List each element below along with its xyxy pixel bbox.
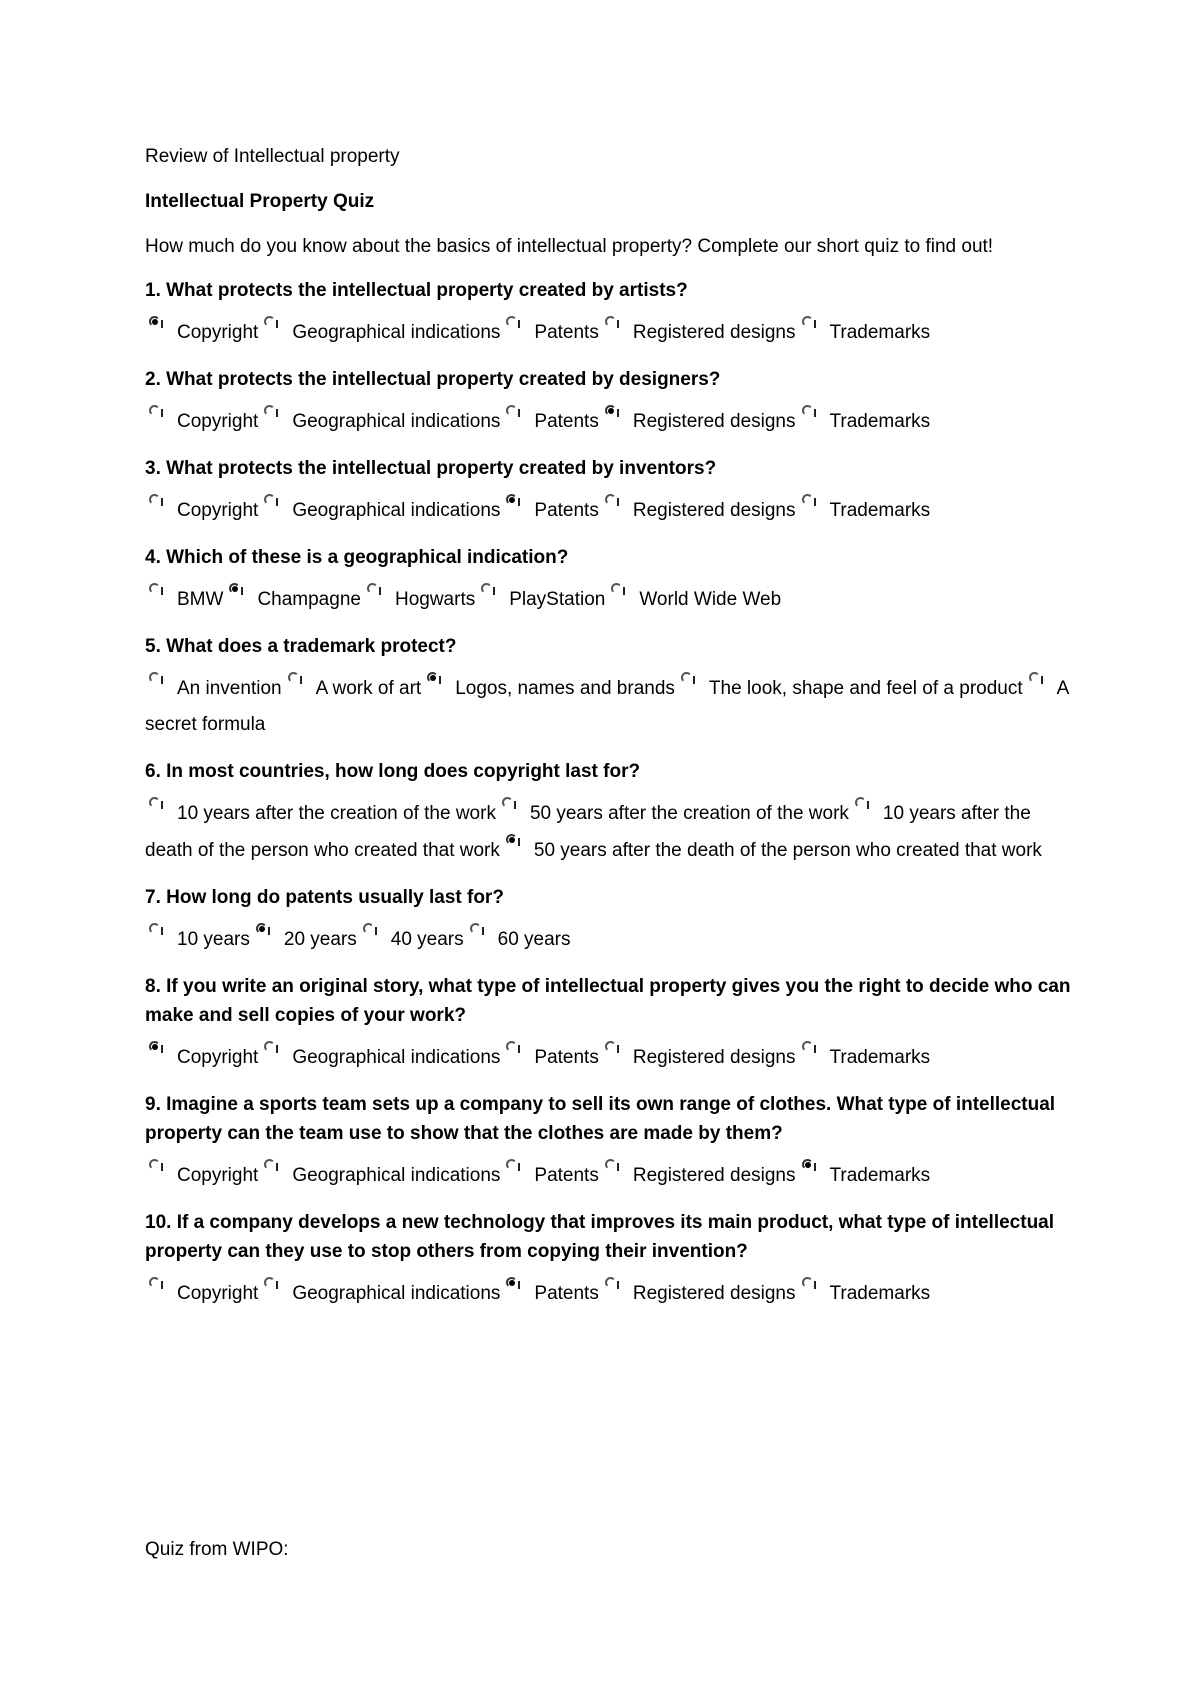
radio-selected-icon[interactable] (603, 403, 621, 421)
radio-unselected-icon[interactable] (679, 670, 697, 688)
answer-option-label: Geographical indications (292, 411, 501, 432)
radio-ring-icon (470, 923, 481, 934)
radio-unselected-icon[interactable] (147, 1157, 165, 1175)
answer-option-label: A work of art (315, 678, 422, 699)
answer-option-label: Geographical indications (292, 322, 501, 343)
radio-ring-icon (506, 405, 517, 416)
radio-tick-icon (1041, 676, 1043, 684)
radio-tick-icon (161, 409, 163, 417)
radio-unselected-icon[interactable] (504, 1039, 522, 1057)
radio-ring-icon (802, 494, 813, 505)
radio-selected-icon[interactable] (147, 314, 165, 332)
radio-unselected-icon[interactable] (147, 1275, 165, 1293)
answer-option-label: 40 years (390, 929, 464, 950)
radio-unselected-icon[interactable] (147, 403, 165, 421)
radio-ring-icon (288, 672, 299, 683)
answer-option-label: Patents (534, 1047, 599, 1068)
radio-ring-icon (149, 672, 160, 683)
answer-option-label: Registered designs (632, 1165, 796, 1186)
radio-selected-icon[interactable] (425, 670, 443, 688)
radio-tick-icon (617, 498, 619, 506)
radio-unselected-icon[interactable] (262, 1039, 280, 1057)
radio-ring-icon (149, 923, 160, 934)
radio-unselected-icon[interactable] (262, 1157, 280, 1175)
quiz-source-footer: Quiz from WIPO: (145, 1539, 289, 1560)
answer-option-label: The look, shape and feel of a product (708, 678, 1023, 699)
radio-ring-icon (264, 316, 275, 327)
radio-unselected-icon[interactable] (147, 492, 165, 510)
radio-unselected-icon[interactable] (262, 403, 280, 421)
radio-selected-icon[interactable] (504, 1275, 522, 1293)
answer-option-label: Patents (534, 322, 599, 343)
radio-ring-icon (149, 797, 160, 808)
question-block (145, 276, 1075, 351)
radio-tick-icon (493, 587, 495, 595)
radio-tick-icon (161, 801, 163, 809)
radio-ring-icon (605, 1159, 616, 1170)
radio-ring-icon (802, 1041, 813, 1052)
radio-unselected-icon[interactable] (800, 492, 818, 510)
answer-options (145, 403, 1075, 440)
answer-option-label: Hogwarts (394, 589, 476, 610)
radio-tick-icon (814, 1163, 816, 1171)
answer-options (145, 670, 1075, 743)
answer-option-label: World Wide Web (639, 589, 782, 610)
question-block (145, 972, 1075, 1076)
answer-option-label: Registered designs (632, 1283, 796, 1304)
answer-option-label: 60 years (497, 929, 571, 950)
answer-option-label: Registered designs (632, 500, 796, 521)
radio-unselected-icon[interactable] (504, 1157, 522, 1175)
answer-option-label: 50 years after the death of the person who created that work (533, 840, 1042, 861)
radio-tick-icon (276, 409, 278, 417)
radio-unselected-icon[interactable] (147, 670, 165, 688)
radio-tick-icon (276, 1163, 278, 1171)
radio-tick-icon (693, 676, 695, 684)
radio-unselected-icon[interactable] (500, 795, 518, 813)
radio-ring-icon (264, 1277, 275, 1288)
radio-ring-icon (605, 1277, 616, 1288)
answer-options (145, 1157, 1075, 1194)
radio-tick-icon (617, 409, 619, 417)
answer-option-label: PlayStation (509, 589, 606, 610)
answer-option-label: Copyright (177, 1047, 259, 1068)
radio-tick-icon (161, 676, 163, 684)
radio-unselected-icon[interactable] (1027, 670, 1045, 688)
radio-tick-icon (518, 498, 520, 506)
radio-tick-icon (518, 1045, 520, 1053)
radio-selected-icon[interactable] (227, 581, 245, 599)
radio-tick-icon (814, 498, 816, 506)
radio-dot-icon (805, 1162, 811, 1168)
question-text: 9. Imagine a sports team sets up a company to sell its own range of clothes. What type of intellectual property can the team use to show that the clothes are made by them? (145, 1094, 1056, 1144)
radio-unselected-icon[interactable] (365, 581, 383, 599)
answer-option-label: Trademarks (829, 1047, 931, 1068)
radio-unselected-icon[interactable] (262, 492, 280, 510)
radio-tick-icon (161, 1281, 163, 1289)
radio-ring-icon (481, 583, 492, 594)
radio-unselected-icon[interactable] (262, 314, 280, 332)
answer-option-label: 20 years (283, 929, 357, 950)
radio-tick-icon (518, 1163, 520, 1171)
radio-ring-icon (149, 583, 160, 594)
radio-dot-icon (259, 926, 265, 932)
radio-unselected-icon[interactable] (603, 1039, 621, 1057)
radio-ring-icon (802, 1277, 813, 1288)
answer-option-label: Patents (534, 1165, 599, 1186)
radio-ring-icon (802, 405, 813, 416)
radio-ring-icon (802, 316, 813, 327)
answer-option-label: Trademarks (829, 500, 931, 521)
radio-tick-icon (161, 1045, 163, 1053)
answer-options (145, 921, 1075, 958)
answer-option-label: Copyright (177, 1165, 259, 1186)
radio-ring-icon (605, 316, 616, 327)
answer-option-label: Trademarks (829, 1165, 931, 1186)
radio-selected-icon[interactable] (147, 1039, 165, 1057)
radio-tick-icon (161, 587, 163, 595)
answer-option-label: Patents (534, 411, 599, 432)
radio-ring-icon (506, 1159, 517, 1170)
radio-unselected-icon[interactable] (147, 581, 165, 599)
answer-option-label: Trademarks (829, 411, 931, 432)
answer-option-label: Registered designs (632, 322, 796, 343)
radio-tick-icon (161, 927, 163, 935)
radio-ring-icon (506, 316, 517, 327)
radio-unselected-icon[interactable] (603, 1275, 621, 1293)
radio-tick-icon (623, 587, 625, 595)
radio-dot-icon (152, 1044, 158, 1050)
radio-selected-icon[interactable] (800, 1157, 818, 1175)
radio-ring-icon (605, 494, 616, 505)
answer-option-label: 10 years after the death of the person who created that work (145, 803, 1031, 861)
question-text: 5. What does a trademark protect? (145, 636, 457, 657)
answer-option-label: 50 years after the creation of the work (529, 803, 849, 824)
question-block (145, 1208, 1075, 1312)
question-text: 2. What protects the intellectual property created by designers? (145, 369, 721, 390)
radio-tick-icon (814, 1045, 816, 1053)
radio-ring-icon (264, 494, 275, 505)
question-block (145, 757, 1075, 869)
answer-options (145, 492, 1075, 529)
radio-ring-icon (264, 1041, 275, 1052)
answer-option-label: Champagne (257, 589, 361, 610)
radio-tick-icon (814, 1281, 816, 1289)
answer-options (145, 1275, 1075, 1312)
answer-option-label: BMW (177, 589, 224, 610)
radio-tick-icon (300, 676, 302, 684)
quiz-heading: Intellectual Property Quiz (145, 191, 375, 212)
radio-tick-icon (482, 927, 484, 935)
answer-option-label: Geographical indications (292, 500, 501, 521)
answer-options (145, 581, 1075, 618)
question-text: 4. Which of these is a geographical indication? (145, 547, 569, 568)
radio-unselected-icon[interactable] (286, 670, 304, 688)
radio-unselected-icon[interactable] (800, 314, 818, 332)
radio-unselected-icon[interactable] (609, 581, 627, 599)
question-text: 1. What protects the intellectual property created by artists? (145, 280, 688, 301)
radio-unselected-icon[interactable] (147, 795, 165, 813)
question-text: 7. How long do patents usually last for? (145, 887, 504, 908)
radio-selected-icon[interactable] (254, 921, 272, 939)
radio-unselected-icon[interactable] (504, 314, 522, 332)
radio-tick-icon (276, 320, 278, 328)
radio-selected-icon[interactable] (504, 832, 522, 850)
answer-option-label: Geographical indications (292, 1283, 501, 1304)
radio-ring-icon (149, 405, 160, 416)
document-title: Review of Intellectual property (145, 146, 400, 167)
answer-option-label: Copyright (177, 500, 259, 521)
radio-tick-icon (617, 1281, 619, 1289)
radio-tick-icon (617, 1163, 619, 1171)
answer-option-label: Copyright (177, 411, 259, 432)
radio-tick-icon (439, 676, 441, 684)
radio-ring-icon (149, 1277, 160, 1288)
radio-tick-icon (161, 320, 163, 328)
radio-tick-icon (617, 320, 619, 328)
radio-dot-icon (509, 837, 515, 843)
radio-unselected-icon[interactable] (479, 581, 497, 599)
answer-option-label: Registered designs (632, 1047, 796, 1068)
radio-tick-icon (268, 927, 270, 935)
question-list (145, 276, 1075, 1312)
radio-tick-icon (379, 587, 381, 595)
radio-unselected-icon[interactable] (468, 921, 486, 939)
answer-option-label: Copyright (177, 1283, 259, 1304)
answer-option-label: 10 years (177, 929, 250, 950)
answer-options (145, 1039, 1075, 1076)
answer-option-label: Trademarks (829, 1283, 931, 1304)
radio-ring-icon (855, 797, 866, 808)
radio-ring-icon (363, 923, 374, 934)
radio-tick-icon (161, 1163, 163, 1171)
answer-option-label: Patents (534, 500, 599, 521)
answer-option-label: A secret formula (145, 678, 1069, 735)
radio-unselected-icon[interactable] (361, 921, 379, 939)
radio-tick-icon (814, 320, 816, 328)
radio-ring-icon (264, 1159, 275, 1170)
radio-ring-icon (149, 494, 160, 505)
radio-tick-icon (518, 320, 520, 328)
answer-option-label: An invention (177, 678, 282, 699)
answer-option-label: Trademarks (829, 322, 931, 343)
radio-ring-icon (611, 583, 622, 594)
question-block (145, 883, 1075, 958)
radio-unselected-icon[interactable] (800, 1039, 818, 1057)
radio-tick-icon (518, 838, 520, 846)
radio-selected-icon[interactable] (504, 492, 522, 510)
radio-ring-icon (502, 797, 513, 808)
radio-ring-icon (506, 1041, 517, 1052)
radio-tick-icon (241, 587, 243, 595)
radio-tick-icon (518, 409, 520, 417)
answer-options (145, 795, 1075, 869)
radio-unselected-icon[interactable] (800, 403, 818, 421)
radio-unselected-icon[interactable] (147, 921, 165, 939)
radio-tick-icon (276, 1281, 278, 1289)
radio-tick-icon (867, 801, 869, 809)
answer-option-label: Registered designs (632, 411, 796, 432)
radio-tick-icon (161, 498, 163, 506)
question-block (145, 365, 1075, 440)
radio-unselected-icon[interactable] (800, 1275, 818, 1293)
radio-tick-icon (375, 927, 377, 935)
answer-option-label: Copyright (177, 322, 259, 343)
radio-unselected-icon[interactable] (262, 1275, 280, 1293)
question-text: 6. In most countries, how long does copyright last for? (145, 761, 641, 782)
radio-unselected-icon[interactable] (603, 314, 621, 332)
question-block (145, 454, 1075, 529)
question-text: 10. If a company develops a new technology that improves its main product, what type of intellectual property can they use to stop others from copying their invention? (145, 1212, 1055, 1262)
question-block (145, 543, 1075, 618)
question-text: 8. If you write an original story, what type of intellectual property gives you the right to decide who can make and sell copies of your work? (145, 976, 1071, 1026)
radio-tick-icon (617, 1045, 619, 1053)
radio-ring-icon (264, 405, 275, 416)
answer-option-label: Geographical indications (292, 1165, 501, 1186)
radio-unselected-icon[interactable] (603, 1157, 621, 1175)
document-body (145, 142, 1075, 1326)
radio-dot-icon (608, 408, 614, 414)
radio-tick-icon (276, 1045, 278, 1053)
radio-tick-icon (276, 498, 278, 506)
answer-option-label: Patents (534, 1283, 599, 1304)
radio-tick-icon (514, 801, 516, 809)
radio-dot-icon (152, 319, 158, 325)
radio-tick-icon (814, 409, 816, 417)
answer-option-label: Logos, names and brands (455, 678, 675, 699)
answer-options (145, 314, 1075, 351)
radio-ring-icon (681, 672, 692, 683)
radio-ring-icon (149, 1159, 160, 1170)
question-block (145, 632, 1075, 743)
radio-ring-icon (605, 1041, 616, 1052)
radio-tick-icon (518, 1281, 520, 1289)
radio-ring-icon (367, 583, 378, 594)
answer-option-label: Geographical indications (292, 1047, 501, 1068)
answer-option-label: 10 years after the creation of the work (177, 803, 496, 824)
radio-unselected-icon[interactable] (603, 492, 621, 510)
question-text: 3. What protects the intellectual property created by inventors? (145, 458, 717, 479)
radio-unselected-icon[interactable] (853, 795, 871, 813)
question-block (145, 1090, 1075, 1194)
quiz-intro: How much do you know about the basics of intellectual property? Complete our short quiz to find out! (145, 236, 994, 257)
radio-unselected-icon[interactable] (504, 403, 522, 421)
radio-ring-icon (1029, 672, 1040, 683)
